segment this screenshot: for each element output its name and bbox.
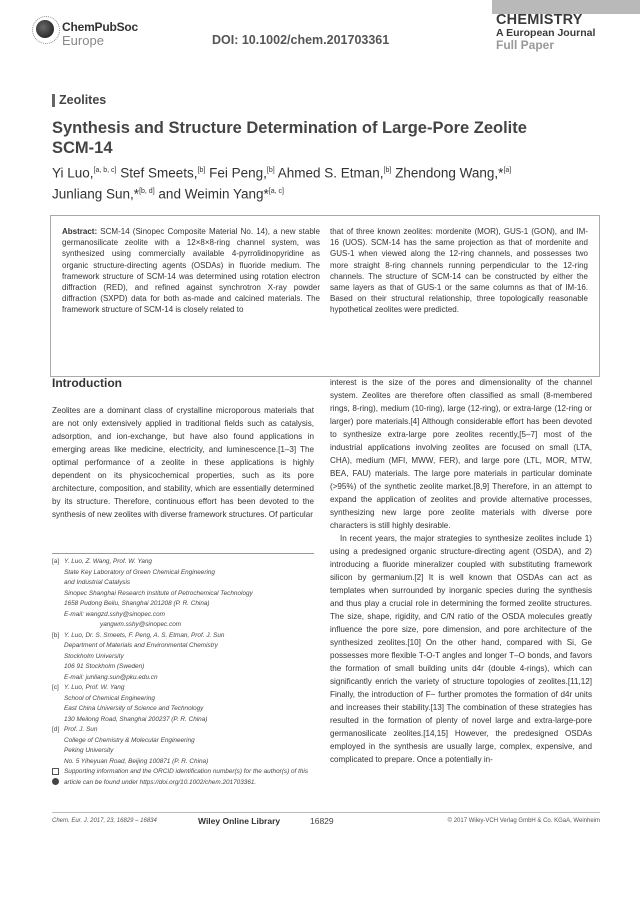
affiliation-line: Y. Luo, Prof. W. Yang [64, 684, 125, 691]
affiliation-line: 1658 Pudong Beilu, Shanghai 201208 (P. R. China) [64, 600, 210, 607]
intro-right-column [330, 376, 592, 766]
affiliation-line: 106 91 Stockholm (Sweden) [64, 663, 145, 670]
author-affiliation: [a, c] [268, 187, 284, 195]
author-affiliation: [b] [266, 167, 275, 174]
email-link[interactable]: E-mail: junliang.sun@pku.edu.cn [64, 673, 158, 681]
author-name: Fei Peng, [209, 165, 267, 181]
page-number: 16829 [310, 816, 334, 826]
supporting-info-icon [52, 768, 59, 775]
chempubsoc-logo-icon [36, 20, 54, 38]
intro-left-column: Zeolites are a dominant class of crystalline microporous materials that are not only extensively applied in traditional fields such as catalysis, adsorption, and ion-exchange, but have also found applications in emerging areas like medicine, electricity, and luminescence.[1–3] The optimal performance of a zeolite in these applications is highly dependent on its physicochemical properties, such as its pore architecture, composition, and stability, which are essentially determined by its structure. Therefore, continuous effort has been devoted to the synthesis of new zeolites with diverse framework structures. Of particular [52, 406, 314, 519]
paragraph: In recent years, the major strategies to synthesize zeolites include 1) using a predesigned organic structure-directing agent (OSDA), and 2) introducing a fluoride mineralizer coupled with substituting framework silicon by germanium.[2] It is well known that OSDAs can act as templates when surrounded by inorganic species during the synthesis and thus play a crucial role in determining the formed zeolite structures. The size, shape, rigidity, and C/N ratio of the OSDA molecules greatly influence the pore size, pore dimension, and pore architecture of the synthesized zeolites.[10] On the other hand, compared with Si, Ge possesses more flexible T-O-T angles and longer T–O bonds, and favors the formation of small building units d4r (double 4-rings), which can significantly enrich the variety of structure topologies of zeolites.[11,12] Finally, the introduction of F− further promotes the formation of d4r units and increases their stability.[13] The combination of these strategies has resulted in the formation of plenty of novel large and extra-large-pore germanosilicate zeolites.[14,15] However, the predesigned OSDAs employed in the synthesis are usually large, complex, expensive, and complicated to prepare. Once a potentially in- [330, 534, 592, 764]
abstract-left [62, 226, 320, 316]
article-title: Synthesis and Structure Determination of Large-Pore Zeolite SCM-14 [52, 119, 527, 157]
affiliations [52, 557, 314, 788]
si-icons [52, 767, 64, 788]
affiliation-label: [b] [52, 631, 60, 639]
author-name: Zhendong Wang,* [395, 165, 504, 181]
doi[interactable]: DOI: 10.1002/chem.201703361 [212, 33, 390, 47]
author-name: Stef Smeets, [120, 165, 198, 181]
publisher-region: Europe [62, 33, 104, 48]
author-name: Yi Luo, [52, 165, 94, 181]
affiliation-line: Prof. J. Sun [64, 726, 98, 733]
author-name: Ahmed S. Etman, [277, 165, 384, 181]
affiliation-line: Sinopec Shanghai Research Institute of Petrochemical Technology [64, 589, 253, 597]
publisher-name: ChemPubSoc [62, 20, 139, 34]
author-list [52, 162, 612, 203]
author-affiliation: [b, d] [139, 187, 155, 195]
orcid-icon [52, 778, 59, 785]
affiliation-c [52, 683, 314, 725]
affiliation-line: College of Chemistry & Molecular Engineering [64, 736, 195, 744]
section-marker [52, 94, 55, 107]
paragraph: interest is the size of the pores and dimensionality of the channel system. Zeolites are therefore often classified as small (8-membered rings, 8-ring), medium (10-ring), large (12-ring), or extra-large (12-ring or larger) pore materials.[4] Although considerable effort has been devoted to synthesize extra-large pore zeolites recently,[5–7] most of the industrial applications involving zeolites are focused on small (LTA, CHA), medium (MFI, MWW, FER), and large pore (LTL, MOR, MTW, BEA, FAU) materials. The large pore materials in particular dominate (>95%) of the synthetic zeolite market.[8,9] Therefore, in an attempt to expand the application of zeolites and provide alternative processes, synthesizing new large pore zeolite materials with diverse pore characters is still highly desirable. [330, 378, 592, 530]
article-type: Full Paper [496, 38, 555, 52]
author-affiliation: [b] [197, 167, 206, 174]
affiliation-line: East China University of Science and Technology [64, 705, 204, 712]
copyright: © 2017 Wiley-VCH Verlag GmbH & Co. KGaA, Weinheim [447, 818, 600, 824]
abstract-right: that of three known zeolites: mordenite (MOR), GUS-1 (GON), and IM-16 (UOS). SCM-14 has the same projection as that of mordenite and GUS-1 when viewed along the 12-ring channels, and possesses two more straight 8-ring channels running perpendicular to the 12-ring channels. The structure of SCM-14 can be constructed by either the same layers as that of GUS-1 or the same columns as that of IM-16. Based on their structural relationship, three topologically reasonable hypothetical zeolites were predicted. [330, 227, 588, 315]
affiliation-line: 130 Meilong Road, Shanghai 200237 (P. R. China) [64, 715, 208, 723]
intro-heading: Introduction [52, 376, 122, 390]
email-link[interactable]: yangwm.sshy@sinopec.com [100, 621, 182, 628]
section-label: Zeolites [59, 93, 107, 107]
affiliation-line: School of Chemical Engineering [64, 694, 155, 702]
affiliation-line: Department of Materials and Environmental Chemistry [64, 642, 218, 649]
affiliation-line: State Key Laboratory of Green Chemical Engineering [64, 568, 215, 576]
affiliation-label: [d] [52, 726, 60, 733]
affiliation-label: [c] [52, 684, 59, 691]
wiley-online-library-link[interactable]: Wiley Online Library [198, 816, 281, 826]
affiliation-line: Peking University [64, 747, 114, 754]
affiliation-line: No. 5 Yiheyuan Road, Beijing 100871 (P. R. China) [64, 757, 209, 765]
email-link[interactable]: E-mail: wangzd.sshy@sinopec.com [64, 610, 165, 618]
affiliation-line: and Industrial Catalysis [64, 579, 131, 586]
citation: Chem. Eur. J. 2017, 23, 16829 – 16834 [52, 818, 157, 824]
affiliation-line: Y. Luo, Dr. S. Smeets, F. Peng, A. S. Etman, Prof. J. Sun [64, 631, 225, 639]
author-name: and Weimin Yang* [158, 186, 269, 201]
journal-subtitle: A European Journal [496, 27, 596, 39]
author-affiliation: [a, b, c] [93, 167, 117, 174]
author-name: Junliang Sun,* [52, 186, 140, 201]
affiliation-d [52, 725, 314, 767]
supporting-info-text[interactable]: Supporting information and the ORCID identification number(s) for the author(s) of this article can be found under https://doi.org/10.1002/chem.201703361. [64, 768, 309, 786]
author-affiliation: [a] [503, 167, 512, 174]
abstract-text: SCM-14 (Sinopec Composite Material No. 14), a new stable germanosilicate zeolite with a 12×8×8-ring channel system, was synthesized using commercially available 4-pyrrolidinopyridine as organic structure-directing agents (OSDAs) in fluoride medium. The framework structure of SCM-14 was determined using rotation electron diffraction (RED), and refined against synchrotron X-ray powder diffraction (SXPD) data for both as-made and calcined materials. The framework structure of SCM-14 is closely related to [62, 227, 320, 315]
supporting-info [52, 767, 314, 788]
author-affiliation: [b] [383, 167, 392, 174]
affiliation-a [52, 557, 314, 631]
affiliation-line: Y. Luo, Z. Wang, Prof. W. Yang [64, 558, 152, 565]
affiliation-label: [a] [52, 558, 60, 565]
affiliation-line: Stockholm University [64, 652, 124, 660]
affiliation-b [52, 631, 314, 684]
footnote-rule [52, 553, 314, 554]
abstract-label: Abstract: [62, 227, 98, 236]
journal-title: CHEMISTRY [496, 12, 583, 28]
footer-rule [52, 812, 600, 813]
